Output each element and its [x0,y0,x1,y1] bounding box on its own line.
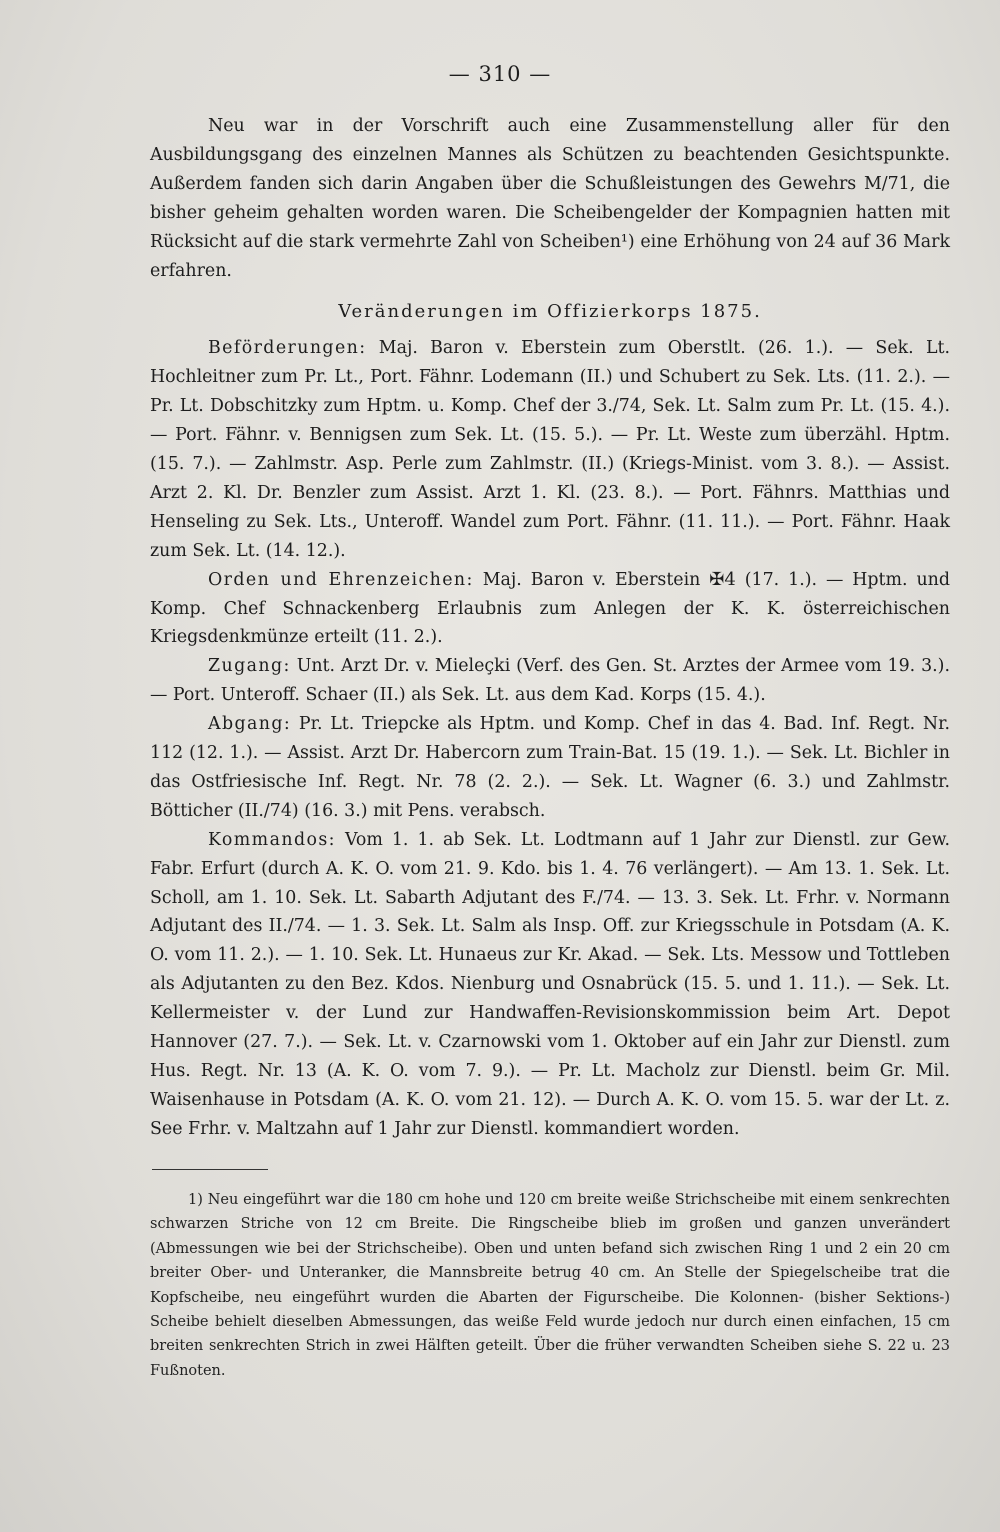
paragraph-befoerderungen [150,334,950,565]
zugang-lead: Zugang: [208,656,291,677]
orden-lead: Orden und Ehrenzeichen: [208,569,474,590]
intro-paragraph: Neu war in der Vorschrift auch eine Zusammenstellung aller für den Ausbildungsgang des einzelnen Mannes als Schützen zu beachtenden Gesichtspunkte. Außerdem fanden sich darin Angaben über die Schußleistungen des Gewehrs M/71, die bisher geheim gehalten worden waren. Die Scheibengelder der Kompagnien hatten mit Rücksicht auf die stark vermehrte Zahl von Scheiben¹) eine Erhöhung von 24 auf 36 Mark erfahren. [150,116,950,281]
abgang-lead: Abgang: [208,714,292,735]
order-cross-symbol: ✠4 [709,568,736,590]
befoerderungen-lead: Beförderungen: [208,338,367,359]
zugang-text: Unt. Arzt Dr. v. Mieleçki (Verf. des Gen. St. Arztes der Armee vom 19. 3.). — Port. Unteroff. Schaer (II.) als Sek. Lt. aus dem Kad. Korps (15. 4.). [150,656,950,706]
orden-text-b: (17. 1.). — Hptm. und Komp. Chef Schnackenberg Erlaubnis zum Anlegen der K. K. österreichischen Kriegsdenkmünze erteilt (11. 2.). [150,569,951,648]
main-text [150,112,950,1144]
kommandos-lead: Kommandos: [208,829,336,850]
befoerderungen-text: Maj. Baron v. Eberstein zum Oberstlt. (26. 1.). — Sek. Lt. Hochleitner zum Pr. Lt., Port. Fähnr. Lodemann (II.) und Schubert zu Sek. Lts. (11. 2.). — Pr. Lt. Dobschitzky zum Hptm. u. Komp. Chef der 3./74, Sek. Lt. Salm zum Pr. Lt. (15. 4.). — Port. Fähnr. v. Bennigsen zum Sek. Lt. (15. 5.). — Pr. Lt. Weste zum überzähl. Hptm. (15. 7.). — Zahlmstr. Asp. Perle zum Zahlmstr. (II.) (Kriegs-Minist. vom 3. 8.). — Assist. Arzt 2. Kl. Dr. Benzler zum Assist. Arzt 1. Kl. (23. 8.). — Port. Fähnrs. Matthias und Henseling zu Sek. Lts., Unteroff. Wandel zum Port. Fähnr. (11. 11.). — Port. Fähnr. Haak zum Sek. Lt. (14. 12.). [150,338,951,561]
paragraph-zugang [150,652,950,710]
footnote: 1) Neu eingeführt war die 180 cm hohe und 120 cm breite weiße Strichscheibe mit einem senkrechten schwarzen Striche von 12 cm Breite. Die Ringscheibe blieb im großen und ganzen unverändert (Abmessungen wie bei der Strichscheibe). Oben und unten befand sich zwischen Ring 1 und 2 ein 20 cm breiter Ober- und Unteranker, die Mannsbreite betrug 40 cm. An Stelle der Spiegelscheibe trat die Kopfscheibe, neu eingeführt wurden die Abarten der Figurscheibe. Die Kolonnen- (bisher Sektions-) Scheibe behielt dieselben Abmessungen, das weiße Feld wurde jedoch nur durch einen einfachen, 15 cm breiten senkrechten Strich in zwei Hälften geteilt. Über die früher verwandten Scheiben siehe S. 22 u. 23 Fußnoten. [150,1192,950,1379]
footnote-divider [152,1169,268,1170]
kommandos-text: Vom 1. 1. ab Sek. Lt. Lodtmann auf 1 Jahr zur Dienstl. zur Gew. Fabr. Erfurt (durch A. K. O. vom 21. 9. Kdo. bis 1. 4. 76 verlängert). — Am 13. 1. Sek. Lt. Scholl, am 1. 10. Sek. Lt. Sabarth Adjutant des F./74. — 13. 3. Sek. Lt. Frhr. v. Normann Adjutant des II./74. — 1. 3. Sek. Lt. Salm als Insp. Off. zur Kriegsschule in Potsdam (A. K. O. vom 11. 2.). — 1. 10. Sek. Lt. Hunaeus zur Kr. Akad. — Sek. Lts. Messow und Tottleben als Adjutanten zu den Bez. Kdos. Nienburg und Osnabrück (15. 5. und 1. 11.). — Sek. Lt. Kellermeister v. der Lund zur Handwaffen-Revisionskommission beim Art. Depot Hannover (27. 7.). — Sek. Lt. v. Czarnowski vom 1. Oktober auf ein Jahr zur Dienstl. zum Hus. Regt. Nr. 13 (A. K. O. vom 7. 9.). — Pr. Lt. Macholz zur Dienstl. beim Gr. Mil. Waisenhause in Potsdam (A. K. O. vom 21. 12). — Durch A. K. O. vom 15. 5. war der Lt. z. See Frhr. v. Maltzahn auf 1 Jahr zur Dienstl. kommandiert worden. [150,829,951,1139]
paragraph-kommandos [150,826,950,1144]
section-heading: Veränderungen im Offizierkorps 1875. [338,301,762,323]
paragraph-orden [150,566,950,653]
page-number: — 310 — [448,62,552,86]
paragraph-abgang [150,710,950,826]
orden-text-a: Maj. Baron v. Eberstein [482,569,701,590]
abgang-text: Pr. Lt. Triepcke als Hptm. und Komp. Chef in das 4. Bad. Inf. Regt. Nr. 112 (12. 1.). — Assist. Arzt Dr. Habercorn zum Train-Bat. 15 (19. 1.). — Sek. Lt. Bichler in das Ostfriesische Inf. Regt. Nr. 78 (2. 2.). — Sek. Lt. Wagner (6. 3.) und Zahlmstr. Bötticher (II./74) (16. 3.) mit Pens. verabsch. [150,714,951,821]
